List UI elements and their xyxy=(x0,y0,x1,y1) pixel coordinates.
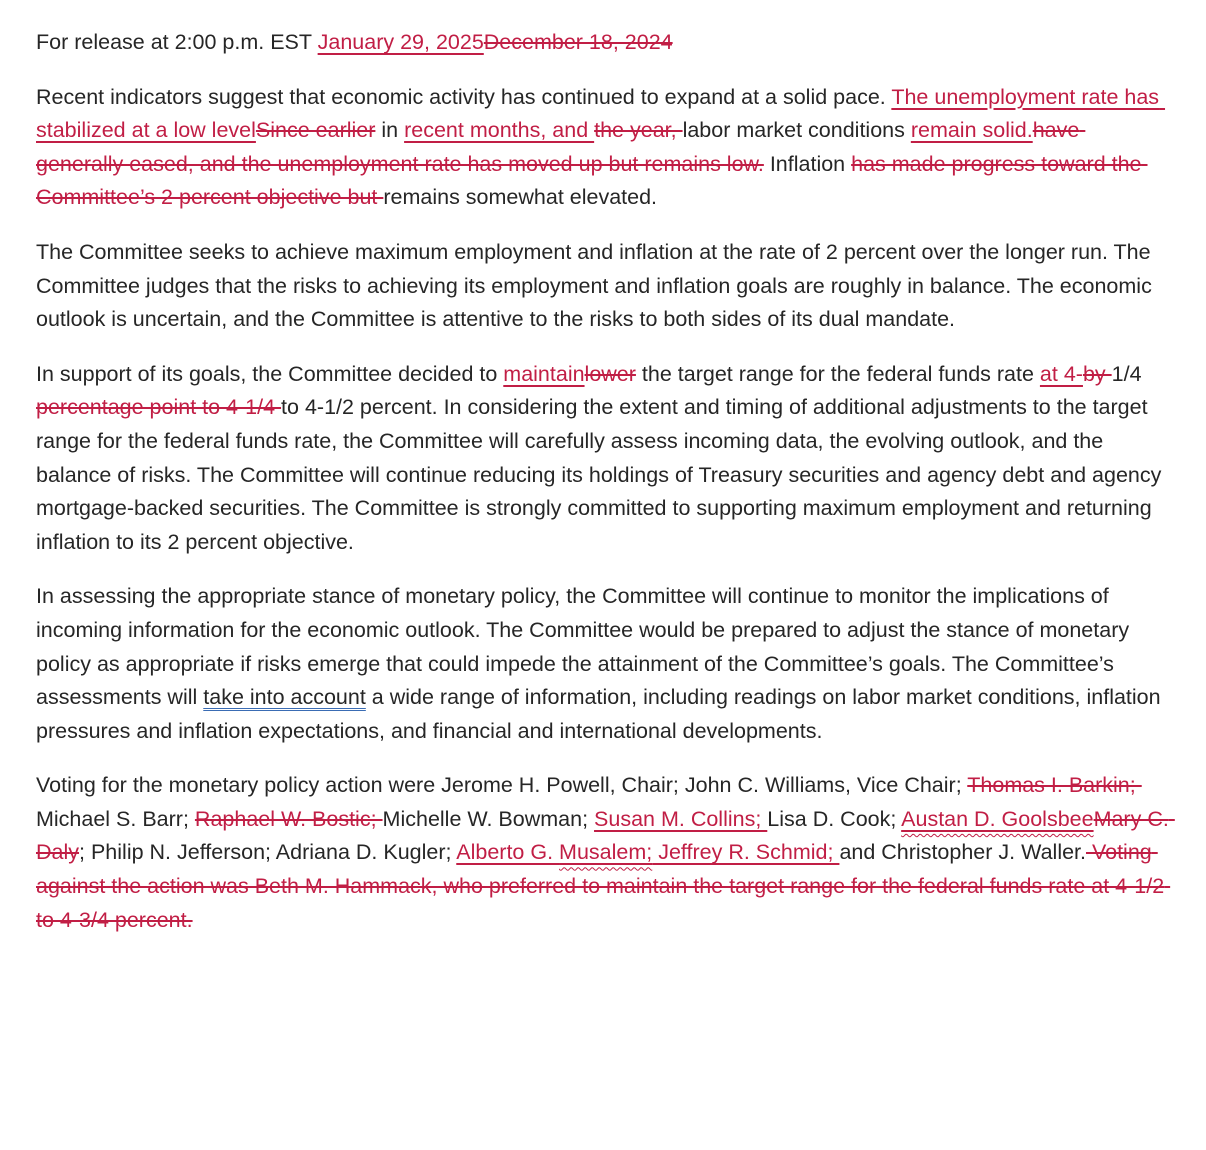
text-run-ins: at 4- xyxy=(1039,361,1083,386)
text-run-del: have generally eased, and the unemployment rate has moved up but remains low. xyxy=(36,118,1086,176)
text-run-del: has made progress toward the Committee’s 2 percent objective but xyxy=(36,151,1148,210)
paragraph xyxy=(36,81,1170,215)
text-run-normal: Michelle W. Bowman; xyxy=(382,806,595,831)
document-body xyxy=(36,26,1175,937)
text-run-normal: to 4-1/2 percent. In considering the extent and timing of additional adjustments to the target range for the federal funds rate, the Committee will carefully assess incoming data, the evolving outlook, and the balance of risks. The Committee will continue reducing its holdings of Treasury securities and agency debt and agency mortgage-backed securities. The Committee is strongly committed to supporting maximum employment and returning inflation to its 2 percent objective. xyxy=(36,395,1168,554)
text-run-del: Since earlier xyxy=(255,118,376,143)
text-run-normal: 1/4 xyxy=(1111,361,1148,386)
paragraph xyxy=(36,769,1175,937)
text-run-normal: the target range for the federal funds rate xyxy=(635,361,1040,386)
text-run-inserted-misspelled xyxy=(559,840,652,864)
text-run-del: Thomas I. Barkin; xyxy=(967,773,1142,798)
text-run-normal: Recent indicators suggest that economic activity has continued to expand at a solid pace. xyxy=(36,84,892,109)
text-run-normal: remains somewhat elevated. xyxy=(383,185,658,210)
text-run-normal: Michael S. Barr; xyxy=(36,806,195,831)
text-run-normal: labor market conditions xyxy=(682,118,911,143)
text-run-del: by xyxy=(1082,361,1112,386)
spellcheck-squiggle: Musalem; xyxy=(559,840,653,865)
paragraph xyxy=(36,358,1170,560)
text-run-normal: and Christopher J. Waller. xyxy=(839,840,1086,865)
spellcheck-squiggle: Austan D. Goolsbee xyxy=(901,806,1094,831)
text-run-del: percentage point to 4-1/4 xyxy=(36,395,282,420)
text-run-del: lower xyxy=(584,361,636,386)
text-run-ins: remain solid. xyxy=(910,118,1033,143)
text-run-normal: Inflation xyxy=(763,151,852,176)
paragraph xyxy=(36,236,1170,337)
text-run-del: Raphael W. Bostic; xyxy=(194,806,383,831)
text-run-del: the year, xyxy=(594,118,683,143)
text-run-del: Voting against the action was Beth M. Hammack, who preferred to maintain the target range for the federal funds rate at 4-1/2 to 4-3/4 percent. xyxy=(36,840,1171,932)
text-run-normal: Voting for the monetary policy action were Jerome H. Powell, Chair; John C. Williams, Vice Chair; xyxy=(36,773,968,798)
text-run-del: Mary C. Daly xyxy=(36,806,1175,865)
text-run-ins: maintain xyxy=(503,361,585,386)
text-run-ins: January 29, 2025 xyxy=(317,30,484,54)
text-run-ins: Susan M. Collins; xyxy=(594,806,768,831)
paragraph xyxy=(36,580,1170,748)
text-run-del: December 18, 2024 xyxy=(483,30,673,54)
text-run-format: take into account xyxy=(203,685,366,710)
text-run-normal: In support of its goals, the Committee decided to xyxy=(36,361,504,386)
text-run-normal: in xyxy=(375,118,405,143)
text-run-normal: For release at 2:00 p.m. EST xyxy=(36,30,318,54)
text-run-normal: Lisa D. Cook; xyxy=(767,806,902,831)
text-run-inserted-misspelled xyxy=(901,807,1093,831)
text-run-normal: The Committee seeks to achieve maximum employment and inflation at the rate of 2 percent over the longer run. The Committee judges that the risks to achieving its employment and inflation goals are roughly in balance. The economic outlook is uncertain, and the Committee is attentive to the risks to both sides of its dual mandate. xyxy=(36,239,1158,332)
text-run-normal: In assessing the appropriate stance of monetary policy, the Committee will continue to monitor the implications of incoming information for the economic outlook. The Committee would be prepared to adjust the stance of monetary policy as appropriate if risks emerge that could impede the attainment of the Committee’s goals. The Committee’s assessments will xyxy=(36,584,1136,710)
text-run-ins: recent months, and xyxy=(404,118,595,143)
text-run-normal: ; Philip N. Jefferson; Adriana D. Kugler; xyxy=(79,840,457,865)
text-run-normal: a wide range of information, including readings on labor market conditions, inflation pressures and inflation expectations, and financial and international developments. xyxy=(36,685,1167,743)
text-run-ins: Alberto G. xyxy=(456,840,560,865)
paragraph xyxy=(36,26,1170,60)
text-run-ins: The unemployment rate has stabilized at a low level xyxy=(36,84,1166,143)
text-run-ins: Jeffrey R. Schmid; xyxy=(652,840,840,865)
